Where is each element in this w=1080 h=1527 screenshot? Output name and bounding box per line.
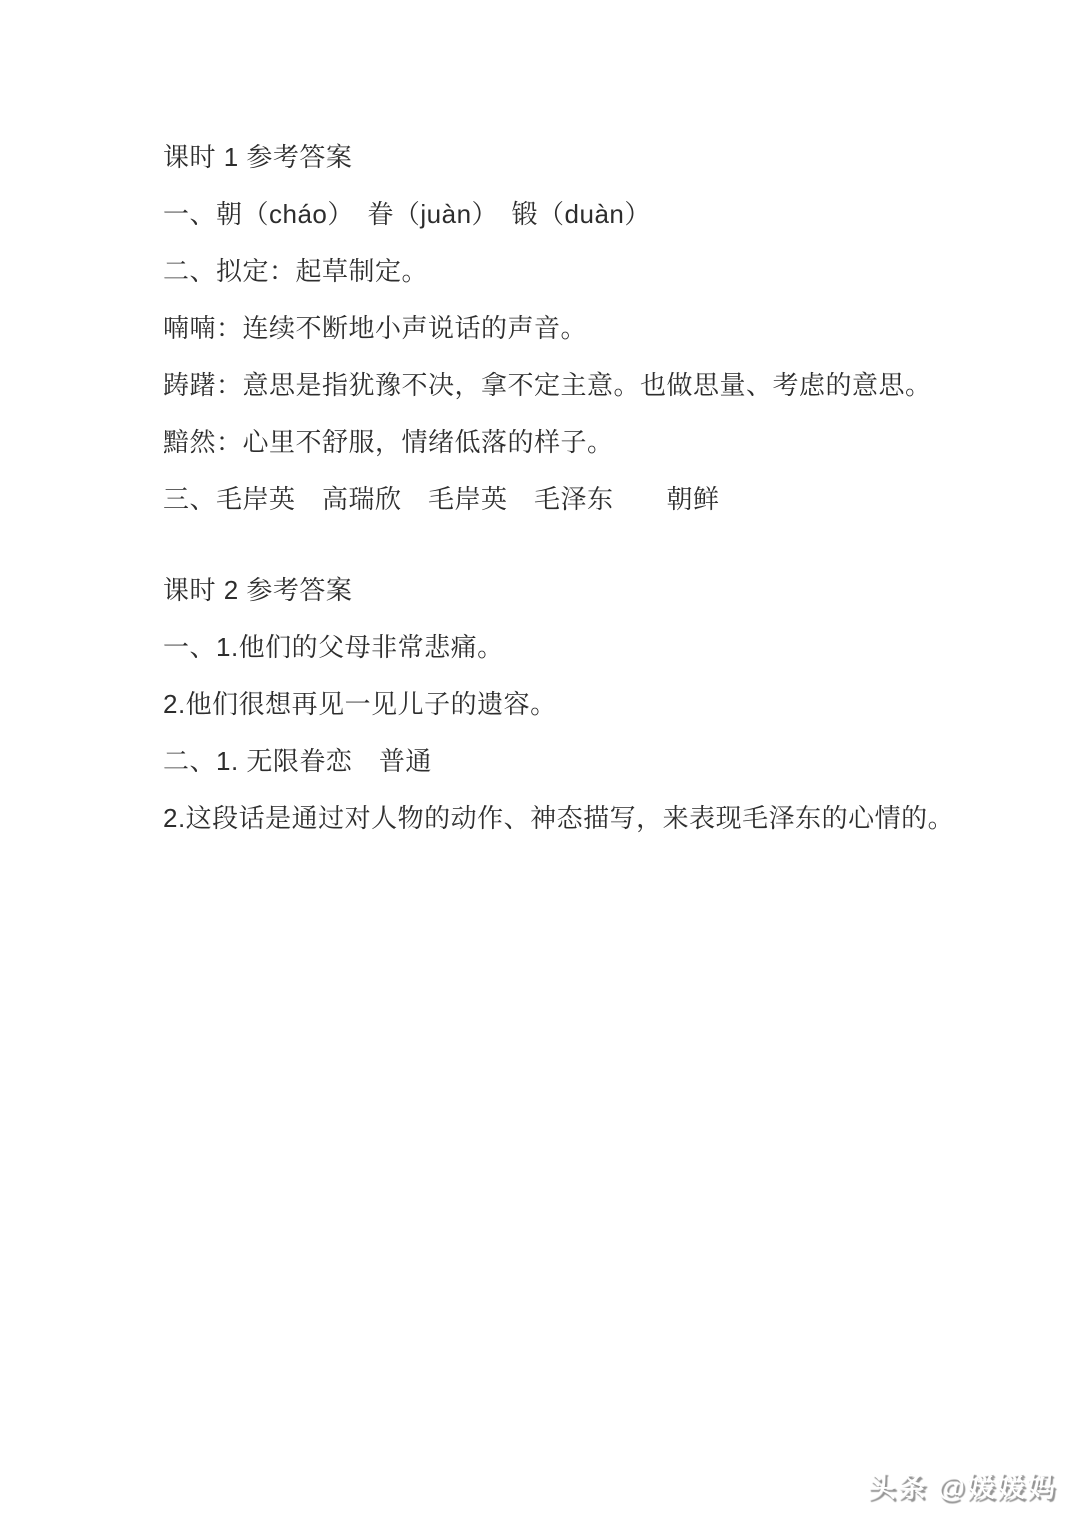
answer-line: 黯然：心里不舒服，情绪低落的样子。 bbox=[163, 427, 614, 457]
section-lesson-2 bbox=[163, 573, 993, 835]
answer-line: 踌躇：意思是指犹豫不决，拿不定主意。也做思量、考虑的意思。 bbox=[163, 370, 932, 400]
answer-line: 二、拟定：起草制定。 bbox=[163, 256, 429, 286]
answer-line: 二、1. 无限眷恋 普通 bbox=[163, 746, 432, 776]
section-title: 课时 1 参考答案 bbox=[163, 142, 353, 172]
answer-line: 一、1.他们的父母非常悲痛。 bbox=[163, 632, 504, 662]
section-title: 课时 2 参考答案 bbox=[163, 575, 353, 605]
answer-line: 三、毛岸英 高瑞欣 毛岸英 毛泽东 朝鲜 bbox=[163, 484, 720, 514]
answer-line: 2.这段话是通过对人物的动作、神态描写，来表现毛泽东的心情的。 bbox=[163, 803, 955, 833]
document-page bbox=[163, 140, 993, 858]
watermark: 头条 @媛媛妈 bbox=[867, 1471, 1057, 1502]
answer-line: 一、朝（cháo） 眷（juàn） 锻（duàn） bbox=[163, 199, 651, 229]
section-lesson-1 bbox=[163, 140, 993, 516]
answer-line: 喃喃：连续不断地小声说话的声音。 bbox=[163, 313, 588, 343]
answer-line: 2.他们很想再见一见儿子的遗容。 bbox=[163, 689, 557, 719]
